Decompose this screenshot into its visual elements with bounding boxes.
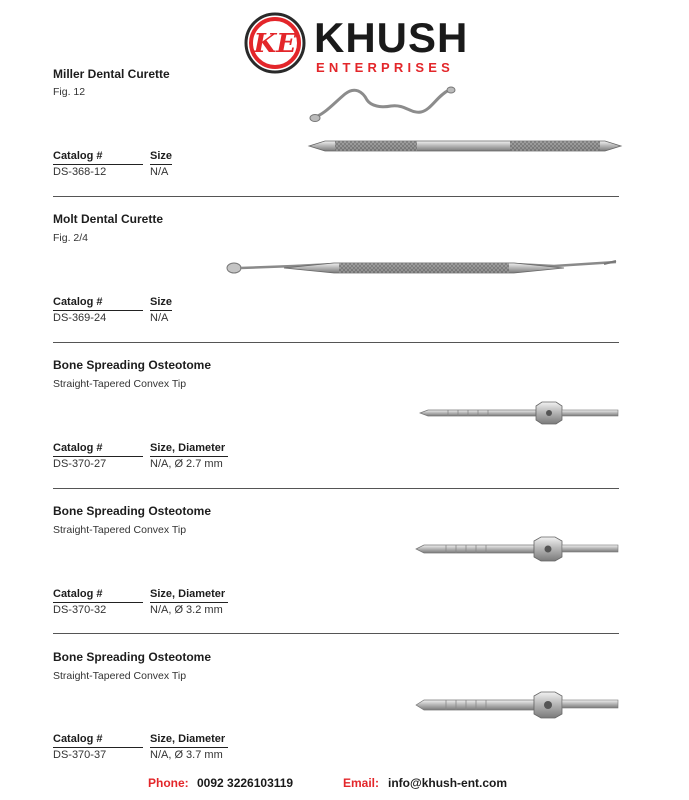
size-underline: [150, 310, 172, 311]
osteotome-27-image: [418, 400, 620, 426]
osteotome-32-image: [414, 535, 620, 563]
catalog-header: Catalog #: [53, 296, 103, 308]
catalog-number: DS-370-32: [53, 604, 107, 616]
product-description: Straight-Tapered Convex Tip: [53, 378, 187, 390]
catalog-underline: [53, 747, 143, 748]
size-value: N/A, Ø 3.7 mm: [150, 749, 223, 761]
catalog-underline: [53, 310, 143, 311]
product-name: Miller Dental Curette: [53, 67, 170, 81]
size-value: N/A, Ø 3.2 mm: [150, 604, 223, 616]
brand-name: KHUSH: [314, 14, 469, 61]
osteotome-37-image: [414, 690, 620, 720]
size-header: Size: [150, 296, 173, 308]
company-logo: [244, 12, 469, 78]
product-name: Bone Spreading Osteotome: [53, 504, 212, 518]
catalog-underline: [53, 602, 143, 603]
email-label: Email:: [343, 776, 380, 790]
catalog-header: Catalog #: [53, 442, 103, 454]
catalog-underline: [53, 164, 143, 165]
size-header: Size, Diameter: [150, 733, 226, 745]
size-value: N/A: [150, 166, 169, 178]
ke-logo-icon: [244, 12, 306, 74]
size-underline: [150, 164, 172, 165]
phone-label: Phone:: [148, 776, 189, 790]
size-underline: [150, 456, 228, 457]
size-value: N/A: [150, 312, 169, 324]
size-value: N/A, Ø 2.7 mm: [150, 458, 223, 470]
catalog-header: Catalog #: [53, 588, 103, 600]
brand-subtitle: ENTERPRISES: [316, 60, 454, 75]
catalog-number: DS-370-27: [53, 458, 107, 470]
size-header: Size, Diameter: [150, 442, 226, 454]
section-divider: [53, 196, 619, 197]
product-description: Straight-Tapered Convex Tip: [53, 524, 187, 536]
product-name: Molt Dental Curette: [53, 212, 164, 226]
size-underline: [150, 602, 228, 603]
catalog-header: Catalog #: [53, 733, 103, 745]
molt-curette-image: [224, 254, 620, 282]
section-divider: [53, 633, 619, 634]
email-address[interactable]: info@khush-ent.com: [388, 776, 508, 790]
product-name: Bone Spreading Osteotome: [53, 650, 212, 664]
size-underline: [150, 747, 228, 748]
catalog-number: DS-370-37: [53, 749, 107, 761]
size-header: Size: [150, 150, 173, 162]
product-description: Straight-Tapered Convex Tip: [53, 670, 187, 682]
catalog-number: DS-369-24: [53, 312, 107, 324]
miller-curette-image: [305, 84, 625, 164]
section-divider: [53, 488, 619, 489]
phone-number[interactable]: 0092 3226103119: [197, 776, 294, 790]
product-description: Fig. 2/4: [53, 232, 89, 244]
product-description: Fig. 12: [53, 86, 86, 98]
product-name: Bone Spreading Osteotome: [53, 358, 212, 372]
size-header: Size, Diameter: [150, 588, 226, 600]
section-divider: [53, 342, 619, 343]
catalog-underline: [53, 456, 143, 457]
svg-text:KE: KE: [253, 29, 297, 59]
catalog-header: Catalog #: [53, 150, 103, 162]
contact-footer: [0, 776, 689, 792]
catalog-number: DS-368-12: [53, 166, 107, 178]
